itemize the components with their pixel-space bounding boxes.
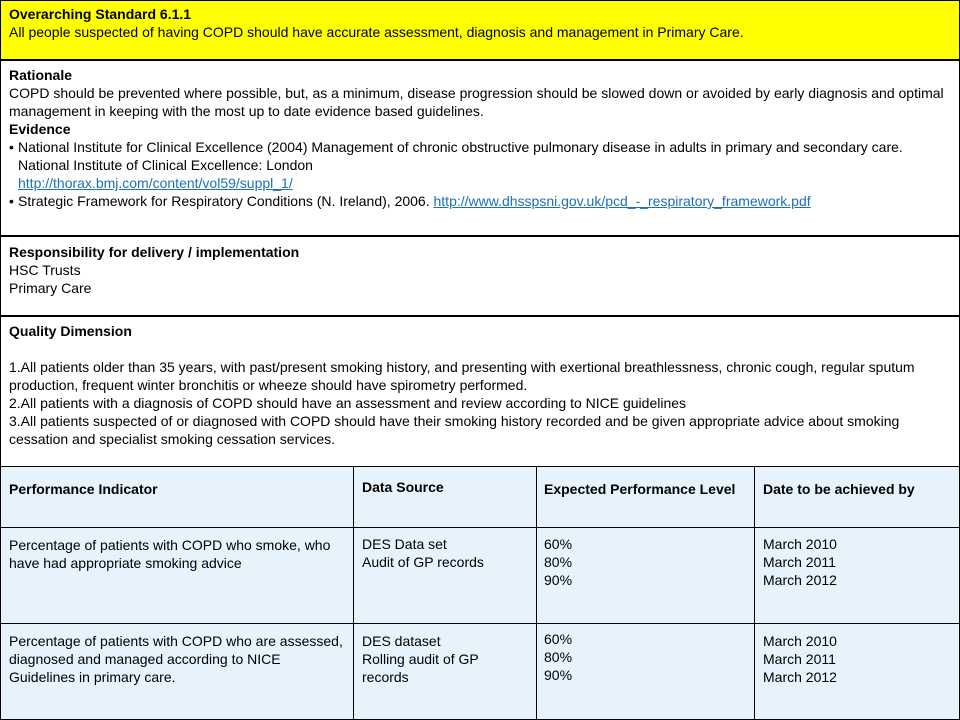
table-header-level: Expected Performance Level [544,481,736,497]
evidence-link-dhsspsni[interactable]: http://www.dhsspsni.gov.uk/pcd_-_respiratory_framework.pdf [433,193,811,209]
evidence-list [9,138,951,210]
table-row-1-indicator: Percentage of patients with COPD who smoke, who have had appropriate smoking advice [9,537,331,571]
performance-level: 80% [544,649,573,665]
table-row-2-date [763,632,953,686]
quality-point: 3.All patients suspected of or diagnosed with COPD should have their smoking history recorded and be given appropriate advice about smoking cessation and specialist smoking cessation services. [9,413,900,447]
target-date: March 2010 [763,536,837,552]
table-row-1-level [544,535,744,589]
rationale-heading: Rationale [9,67,73,83]
evidence-item [9,192,951,210]
target-date: March 2012 [763,572,837,588]
data-source-line: Rolling audit of GP records [362,651,479,685]
performance-level: 90% [544,667,573,683]
table-header-source: Data Source [362,479,444,495]
rationale-section [0,60,960,236]
target-date: March 2010 [763,633,837,649]
data-source-line: DES Data set [362,536,447,552]
data-source-line: Audit of GP records [362,554,484,570]
data-source-line: DES dataset [362,633,441,649]
table-header-indicator: Performance Indicator [9,481,158,497]
table-row-2-indicator: Percentage of patients with COPD who are assessed, diagnosed and managed according to NICE Guidelines in primary care. [9,633,343,685]
quality-point: 1.All patients older than 35 years, with past/present smoking history, and presenting with exertional breathlessness, chronic cough, regular sputum production, frequent winter bronchitis or wheeze should have spirometry performed. [9,359,915,393]
table-column-divider [536,466,537,720]
table-row-1-source [362,535,532,571]
table-row-2-source [362,632,527,686]
responsibility-item: HSC Trusts [9,262,81,278]
table-header-date: Date to be achieved by [763,481,915,497]
evidence-text: Strategic Framework for Respiratory Conditions (N. Ireland), 2006. [18,193,434,209]
performance-level: 90% [544,572,573,588]
quality-dimension-heading: Quality Dimension [9,323,132,339]
rationale-text: COPD should be prevented where possible, but, as a minimum, disease progression should be slowed down or avoided by early diagnosis and optimal management in keeping with the most up to date evidence based guidelines. [9,85,944,119]
table-row-1-date [763,535,953,589]
target-date: March 2012 [763,669,837,685]
overarching-standard-title: Overarching Standard 6.1.1 [9,6,192,22]
table-row-divider [0,623,960,624]
evidence-heading: Evidence [9,121,71,137]
performance-level: 60% [544,631,573,647]
table-row-2-level [544,630,744,684]
table-column-divider [754,466,755,720]
target-date: March 2011 [763,651,836,667]
performance-level: 60% [544,536,573,552]
quality-point: 2.All patients with a diagnosis of COPD should have an assessment and review according to NICE guidelines [9,395,687,411]
evidence-text: National Institute for Clinical Excellence (2004) Management of chronic obstructive pulmonary disease in adults in primary and secondary care. National Institute of Clinical Excellence: London [18,139,903,173]
responsibility-section [0,236,960,316]
table-row-divider [0,527,960,528]
performance-level: 80% [544,554,573,570]
table-column-divider [353,466,354,720]
overarching-standard-section [0,0,960,60]
target-date: March 2011 [763,554,836,570]
evidence-item [9,138,951,192]
responsibility-heading: Responsibility for delivery / implementation [9,244,300,260]
evidence-link-thorax[interactable]: http://thorax.bmj.com/content/vol59/suppl_1/ [18,175,293,191]
quality-dimension-section [0,316,960,467]
responsibility-item: Primary Care [9,280,92,296]
overarching-standard-text: All people suspected of having COPD should have accurate assessment, diagnosis and management in Primary Care. [9,24,744,40]
